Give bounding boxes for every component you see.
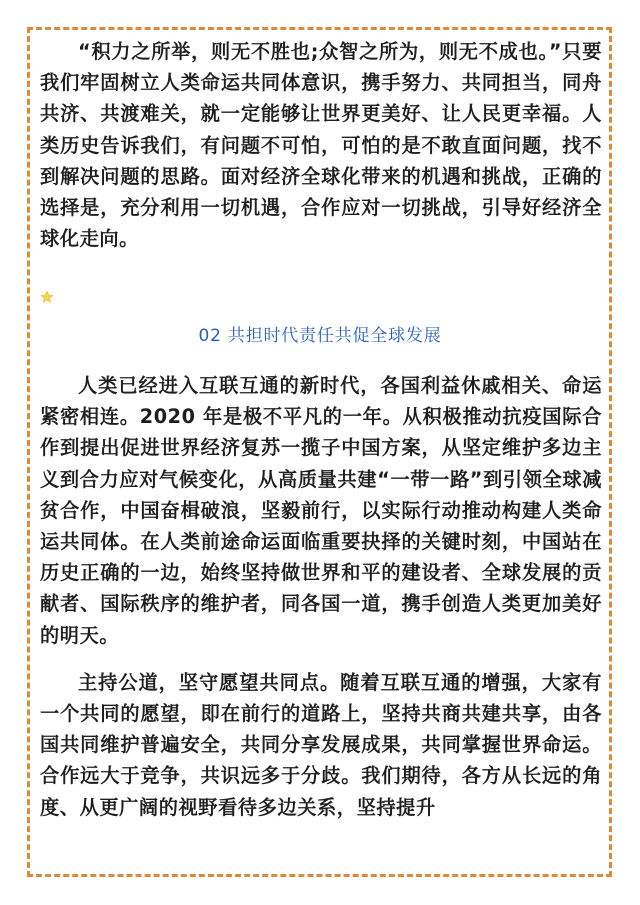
article-bottom [40,370,602,823]
section-title: 02 共担时代责任共促全球发展 [198,326,442,346]
paragraph-3: 主持公道，坚守愿望共同点。随着互联互通的增强，大家有一个共同的愿望，即在前行的道路上，坚持共商共建共享，由各国共同维护普遍安全，共同分享发展成果，共同掌握世界命运。合作远大于竞争，共识远多于分歧。我们期待，各方从长远的角度、从更广阔的视野看待多边关系，坚持提升 [40,670,602,819]
star-icon [40,290,54,304]
paragraph-1: “积力之所举，则无不胜也;众智之所为，则无不成也。”只要我们牢固树立人类命运共同体意识，携手努力、共同担当，同舟共济、共渡难关，就一定能够让世界更美好、让人民更幸福。人类历史告诉我们，有问题不可怕，可怕的是不敢直面问题，找不到解决问题的思路。面对经济全球化带来的机遇和挑战，正确的选择是，充分利用一切机遇，合作应对一切挑战，引导好经济全球化走向。 [40,40,602,251]
article-top [40,36,602,254]
paragraph-2: 人类已经进入互联互通的新时代，各国利益休戚相关、命运紧密相连。2020 年是极不平凡的一年。从积极推动抗疫国际合作到提出促进世界经济复苏一揽子中国方案，从坚定维护多边主义到合力应对气候变化，从高质量共建“一带一路”到引领全球减贫合作，中国奋楫破浪，坚毅前行，以实际行动推动构建人类命运共同体。在人类前途命运面临重要抉择的关键时刻，中国站在历史正确的一边，始终坚持做世界和平的建设者、全球发展的贡献者、国际秩序的维护者，同各国一道，携手创造人类更加美好的明天。 [40,374,602,647]
